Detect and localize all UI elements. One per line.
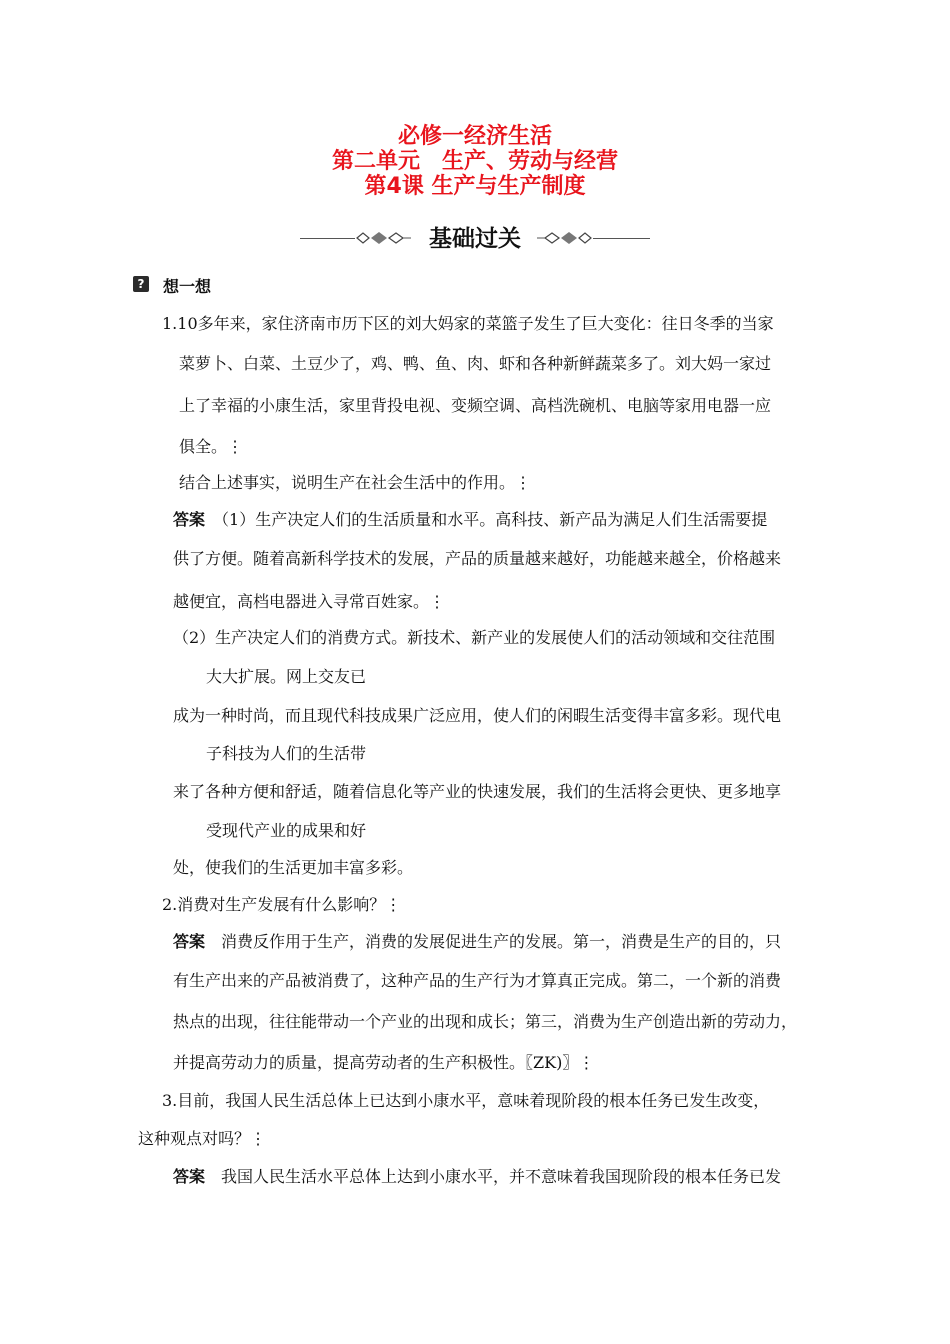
banner-line-right [593,238,650,239]
text-line [179,353,771,375]
text-line-content: 我国人民生活水平总体上达到小康水平，并不意味着我国现阶段的根本任务已发 [205,1167,782,1186]
title-lesson: 第4课 生产与生产制度 [364,174,586,199]
text-line-content: 俱全。⋮ [179,437,244,456]
text-line [173,548,781,570]
text-line [206,743,366,765]
text-line-content: 2.消费对生产发展有什么影响？⋮ [162,895,402,914]
text-line-content: 菜萝卜、白菜、土豆少了，鸡、鸭、鱼、肉、虾和各种新鲜蔬菜多了。刘大妈一家过 [179,354,772,373]
question-icon: ? [133,276,149,292]
text-line [173,705,781,727]
text-line-content: 热点的出现，往往能带动一个产业的出现和成长；第三，消费为生产创造出新的劳动力， [173,1012,798,1031]
text-line-content: 大大扩展。网上交友已 [206,667,367,686]
text-line [162,313,774,335]
text-line [179,436,243,458]
text-line [173,591,445,613]
text-line [173,857,413,879]
text-line-content: （1）生产决定人们的生活质量和水平。高科技、新产品为满足人们生活需要提 [205,510,768,529]
text-line [173,1011,797,1033]
text-line-content: 供了方便。随着高新科学技术的发展，产品的质量越来越好，功能越来越全，价格越来 [173,549,782,568]
answer-label: 答案 [173,1167,206,1186]
text-line [173,1052,594,1074]
text-line-content: （2）生产决定人们的消费方式。新技术、新产业的发展使人们的活动领域和交往范围 [173,628,776,647]
text-line-content: 上了幸福的小康生活，家里背投电视、变频空调、高档洗碗机、电脑等家用电器一应 [179,396,772,415]
text-line-content: 来了各种方便和舒适，随着信息化等产业的快速发展，我们的生活将会更快、更多地享 [173,782,782,801]
text-line [173,970,781,992]
text-line-content: 有生产出来的产品被消费了，这种产品的生产行为才算真正完成。第二，一个新的消费 [173,971,782,990]
text-line [206,820,366,842]
text-line [173,931,781,953]
text-line-content: 子科技为人们的生活带 [206,744,367,763]
text-line-content: 消费反作用于生产，消费的发展促进生产的发展。第一，消费是生产的目的，只 [205,932,782,951]
text-line-content: 处，使我们的生活更加丰富多彩。 [173,858,414,877]
text-line [138,1128,266,1150]
text-line [173,509,767,531]
text-line-content: 成为一种时尚，而且现代科技成果广泛应用，使人们的闲暇生活变得丰富多彩。现代电 [173,706,782,725]
section-label: 想一想 [163,277,212,296]
text-line [173,627,775,649]
answer-label: 答案 [173,510,206,529]
section-banner [0,222,950,256]
text-line [173,1166,781,1188]
title-unit: 第二单元 生产、劳动与经营 [331,149,618,174]
text-line-content: 3.目前，我国人民生活总体上已达到小康水平，意味着现阶段的根本任务已发生改变， [162,1091,770,1110]
text-line [162,1090,769,1112]
text-line [162,894,401,916]
text-line [179,472,531,494]
text-line-content: 越便宜，高档电器进入寻常百姓家。⋮ [173,592,446,611]
text-line-content: 结合上述事实，说明生产在社会生活中的作用。⋮ [179,473,532,492]
banner-title: 基础过关 [429,226,521,252]
text-line-content: 并提高劳动力的质量，提高劳动者的生产积极性。〖ZK)〗⋮ [173,1053,595,1072]
text-line-content: 受现代产业的成果和好 [206,821,367,840]
text-line-content: 这种观点对吗？⋮ [138,1129,267,1148]
text-line-content: 1.10多年来，家住济南市历下区的刘大妈家的菜篮子发生了巨大变化：往日冬季的当家 [162,314,774,333]
text-line [179,395,771,417]
text-line [173,781,781,803]
text-line [206,666,366,688]
title-book: 必修一经济生活 [397,124,552,149]
answer-label: 答案 [173,932,206,951]
diamond-ornament-icon [537,229,593,247]
